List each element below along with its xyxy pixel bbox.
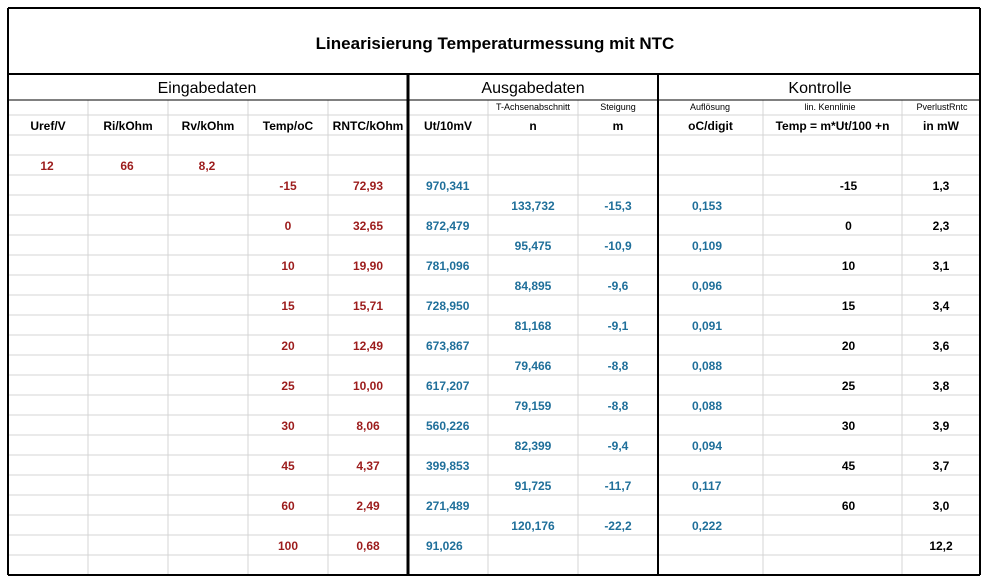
cell-pverlust[interactable]: 3,7 [932,459,950,473]
input-ri[interactable]: 66 [120,159,134,173]
cell-m[interactable]: -15,3 [604,199,632,213]
column-header[interactable]: Temp = m*Ut/100 +n [775,119,890,133]
cell-m[interactable]: -9,6 [607,279,629,293]
cell-kontrolle[interactable]: 0 [845,219,852,233]
cell-rntc[interactable]: 19,90 [352,259,384,273]
cell-ut[interactable]: 970,341 [426,179,470,193]
cell-n[interactable]: 133,732 [511,199,555,213]
cell-rntc[interactable]: 0,68 [356,539,380,553]
column-header[interactable]: Ut/10mV [423,119,473,133]
cell-ut[interactable]: 271,489 [426,499,470,513]
cell-pverlust[interactable]: 3,8 [932,379,950,393]
sheet-title[interactable]: Linearisierung Temperaturmessung mit NTC [315,34,675,53]
cell-aufloesung[interactable]: 0,117 [692,479,722,493]
cell-ut[interactable]: 399,853 [426,459,470,473]
cell-rntc[interactable]: 12,49 [352,339,384,353]
cell-n[interactable]: 84,895 [514,279,552,293]
cell-ut[interactable]: 781,096 [426,259,470,273]
cell-n[interactable]: 95,475 [514,239,552,253]
cell-rntc[interactable]: 8,06 [356,419,380,433]
column-header[interactable]: m [612,119,624,133]
cell-rntc[interactable]: 4,37 [356,459,380,473]
cell-pverlust[interactable]: 2,3 [932,219,950,233]
column-header[interactable]: oC/digit [688,119,733,133]
column-header[interactable]: in mW [923,119,959,133]
cell-rntc[interactable]: 15,71 [352,299,384,313]
cell-ut[interactable]: 560,226 [426,419,470,433]
cell-kontrolle[interactable]: 30 [841,419,856,433]
input-rv[interactable]: 8,2 [198,159,216,173]
cell-ut[interactable]: 91,026 [426,539,463,553]
cell-temp[interactable]: 0 [284,219,292,233]
column-header[interactable]: Uref/V [30,119,66,133]
cell-ut[interactable]: 617,207 [426,379,470,393]
cell-aufloesung[interactable]: 0,109 [692,239,723,253]
cell-temp[interactable]: 45 [281,459,295,473]
cell-pverlust[interactable]: 12,2 [929,539,953,553]
cell-pverlust[interactable]: 3,4 [932,299,950,313]
cell-pverlust[interactable]: 3,6 [932,339,950,353]
cell-aufloesung[interactable]: 0,222 [692,519,723,533]
cell-kontrolle[interactable]: -15 [839,179,858,193]
cell-m[interactable]: -22,2 [604,519,632,533]
cell-rntc[interactable]: 2,49 [356,499,380,513]
cell-ut[interactable]: 673,867 [426,339,470,353]
cell-kontrolle[interactable]: 10 [841,259,856,273]
cell-m[interactable]: -11,7 [604,479,632,493]
cell-m[interactable]: -9,4 [607,439,629,453]
cell-temp[interactable]: 15 [281,299,295,313]
cell-kontrolle[interactable]: 60 [841,499,856,513]
cell-n[interactable]: 91,725 [514,479,552,493]
subheader-t-achsenabschnitt[interactable]: T-Achsenabschnitt [495,102,571,112]
cell-pverlust[interactable]: 3,9 [932,419,950,433]
cell-rntc[interactable]: 10,00 [352,379,384,393]
subheader-lin-kennlinie[interactable]: lin. Kennlinie [804,102,856,112]
cell-n[interactable]: 79,466 [514,359,552,373]
cell-n[interactable]: 82,399 [514,439,552,453]
input-uref[interactable]: 12 [40,159,54,173]
column-header[interactable]: Temp/oC [262,119,314,133]
cell-n[interactable]: 79,159 [514,399,552,413]
cell-temp[interactable]: 25 [281,379,295,393]
cell-pverlust[interactable]: 3,0 [932,499,950,513]
section-eingabedaten[interactable]: Eingabedaten [157,80,257,97]
column-header[interactable]: RNTC/kOhm [332,119,404,133]
cell-m[interactable]: -10,9 [604,239,632,253]
cell-aufloesung[interactable]: 0,094 [692,439,723,453]
subheader-steigung[interactable]: Steigung [600,102,636,112]
cell-m[interactable]: -9,1 [607,319,629,333]
column-header[interactable]: Rv/kOhm [181,119,235,133]
section-kontrolle[interactable]: Kontrolle [788,80,852,97]
cell-temp[interactable]: 60 [281,499,295,513]
subheader-pverlust-rntc[interactable]: PverlustRntc [916,102,968,112]
cell-kontrolle[interactable]: 20 [841,339,856,353]
cell-pverlust[interactable]: 3,1 [932,259,950,273]
cell-kontrolle[interactable]: 25 [841,379,856,393]
cell-aufloesung[interactable]: 0,153 [692,199,723,213]
cell-n[interactable]: 81,168 [514,319,552,333]
cell-temp[interactable]: 100 [277,539,299,553]
cell-m[interactable]: -8,8 [607,399,629,413]
cell-temp[interactable]: -15 [279,179,297,193]
cell-temp[interactable]: 30 [281,419,295,433]
column-header[interactable]: n [529,119,537,133]
cell-temp[interactable]: 10 [281,259,295,273]
cell-aufloesung[interactable]: 0,088 [692,359,723,373]
cell-temp[interactable]: 20 [281,339,295,353]
cell-ut[interactable]: 872,479 [426,219,470,233]
cell-aufloesung[interactable]: 0,096 [692,279,723,293]
cell-rntc[interactable]: 32,65 [352,219,384,233]
subheader-aufloesung[interactable]: Auflösung [689,102,731,112]
cell-aufloesung[interactable]: 0,091 [692,319,723,333]
column-header[interactable]: Ri/kOhm [103,119,153,133]
cell-kontrolle[interactable]: 15 [841,299,856,313]
cell-ut[interactable]: 728,950 [426,299,470,313]
cell-m[interactable]: -8,8 [607,359,629,373]
cell-rntc[interactable]: 72,93 [352,179,384,193]
cell-kontrolle[interactable]: 45 [841,459,856,473]
cell-n[interactable]: 120,176 [511,519,555,533]
cell-aufloesung[interactable]: 0,088 [692,399,723,413]
cell-pverlust[interactable]: 1,3 [932,179,950,193]
section-ausgabedaten[interactable]: Ausgabedaten [481,80,585,97]
